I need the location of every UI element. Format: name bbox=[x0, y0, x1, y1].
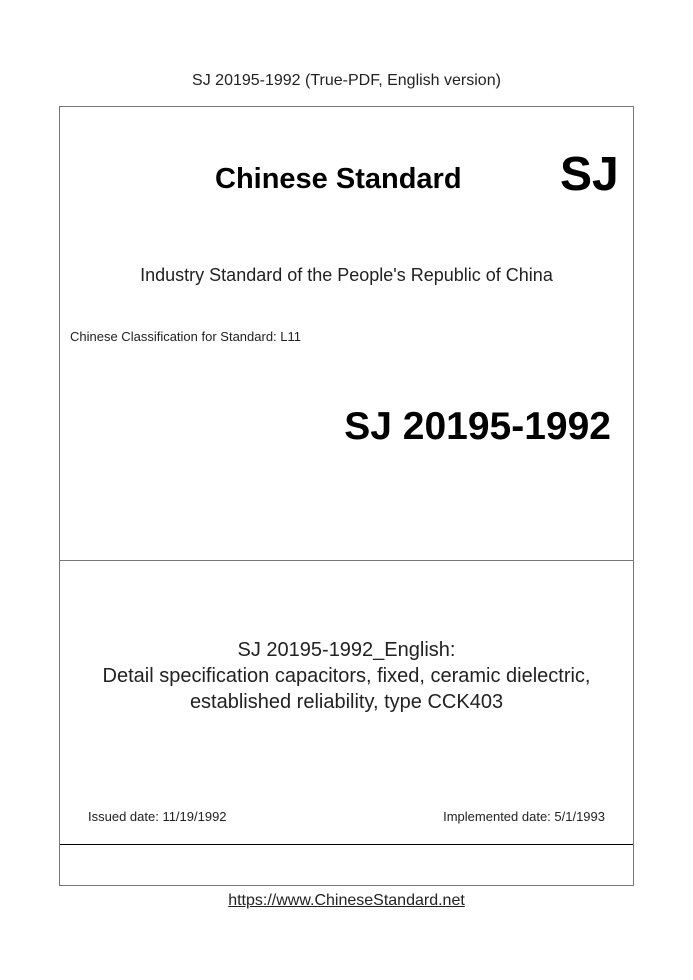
standard-number: SJ 20195-1992 bbox=[344, 405, 611, 448]
cover-top-section bbox=[60, 107, 633, 561]
standard-title: Chinese Standard bbox=[215, 163, 462, 195]
document-title-line: Detail specification capacitors, fixed, ceramic dielectric, bbox=[102, 665, 591, 687]
document-title-line: established reliability, type CCK403 bbox=[189, 691, 504, 713]
document-title bbox=[60, 637, 633, 715]
page-header: SJ 20195-1992 (True-PDF, English version) bbox=[192, 72, 501, 89]
cover-frame bbox=[59, 106, 634, 886]
standard-code-mark: SJ bbox=[560, 148, 619, 201]
footer bbox=[0, 892, 693, 910]
document-title-line: SJ 20195-1992_English: bbox=[237, 639, 456, 661]
empty-bottom-box bbox=[60, 845, 633, 885]
industry-subtitle: Industry Standard of the People's Republic of China bbox=[140, 265, 553, 285]
issued-date: Issued date: 11/19/1992 bbox=[88, 809, 227, 824]
classification-label: Chinese Classification for Standard: L11 bbox=[70, 329, 301, 344]
implemented-date: Implemented date: 5/1/1993 bbox=[443, 809, 605, 824]
website-link[interactable]: https://www.ChineseStandard.net bbox=[228, 892, 465, 909]
document-info-section bbox=[60, 561, 633, 845]
